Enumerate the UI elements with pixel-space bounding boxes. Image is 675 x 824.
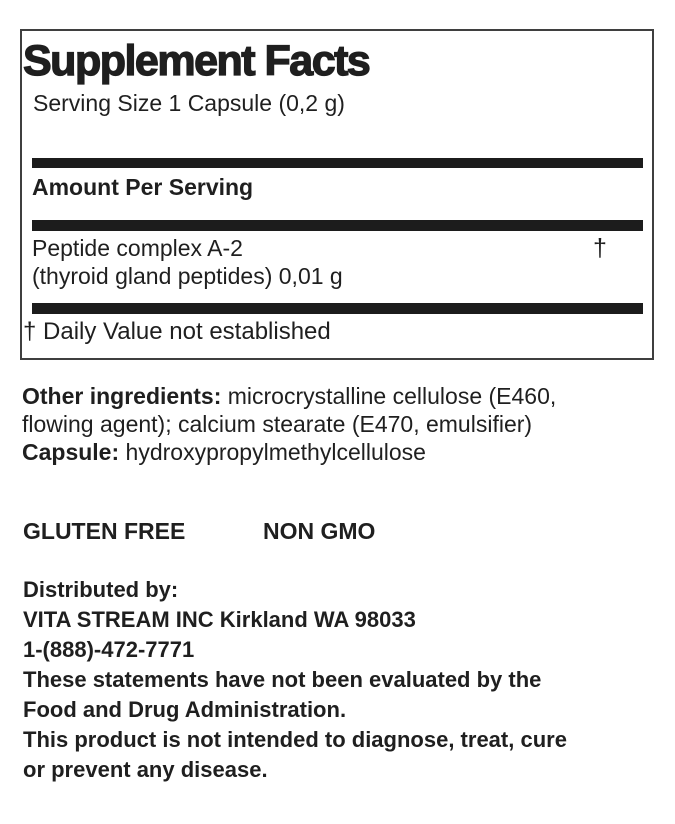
distributor-section — [23, 575, 416, 665]
disclaimer-line-4: or prevent any disease. — [23, 757, 268, 782]
other-ingredients-section — [22, 382, 556, 466]
capsule-line — [22, 438, 556, 466]
gluten-free-badge: GLUTEN FREE — [23, 518, 186, 544]
daily-value-dagger-symbol: † — [593, 234, 607, 262]
distributor-heading: Distributed by: — [23, 577, 179, 602]
panel-title: Supplement Facts — [23, 37, 370, 85]
disclaimer-line-3: This product is not intended to diagnose, treat, cure — [23, 727, 567, 752]
daily-value-footnote: † Daily Value not established — [23, 318, 331, 345]
separator-bar-bottom — [32, 303, 643, 314]
disclaimer-line-2: Food and Drug Administration. — [23, 697, 347, 722]
other-ingredients-label: Other ingredients: — [22, 383, 222, 409]
serving-size-text: Serving Size 1 Capsule (0,2 g) — [33, 90, 345, 116]
other-ingredients-line-2: flowing agent); calcium stearate (E470, emulsifier) — [22, 411, 533, 437]
non-gmo-badge: NON GMO — [263, 518, 376, 544]
distributor-phone: 1-(888)-472-7771 — [23, 637, 195, 662]
badges-row — [23, 517, 623, 545]
distributor-company: VITA STREAM INC Kirkland WA 98033 — [23, 607, 416, 632]
other-ingredients-text-1: microcrystalline cellulose (E460, — [221, 383, 557, 409]
capsule-text: hydroxypropylmethylcellulose — [119, 439, 426, 465]
supplement-facts-panel — [20, 29, 654, 360]
disclaimer-line-1: These statements have not been evaluated by the — [23, 667, 542, 692]
capsule-label: Capsule: — [22, 439, 120, 465]
ingredient-row — [32, 234, 343, 290]
separator-bar-middle — [32, 220, 643, 231]
separator-bar-top — [32, 158, 643, 168]
amount-per-serving-heading: Amount Per Serving — [32, 174, 254, 200]
ingredient-name: Peptide complex A-2 — [32, 235, 243, 261]
fda-disclaimer-section — [23, 665, 567, 785]
ingredient-detail: (thyroid gland peptides) 0,01 g — [32, 263, 343, 289]
other-ingredients-line-1 — [22, 382, 556, 410]
